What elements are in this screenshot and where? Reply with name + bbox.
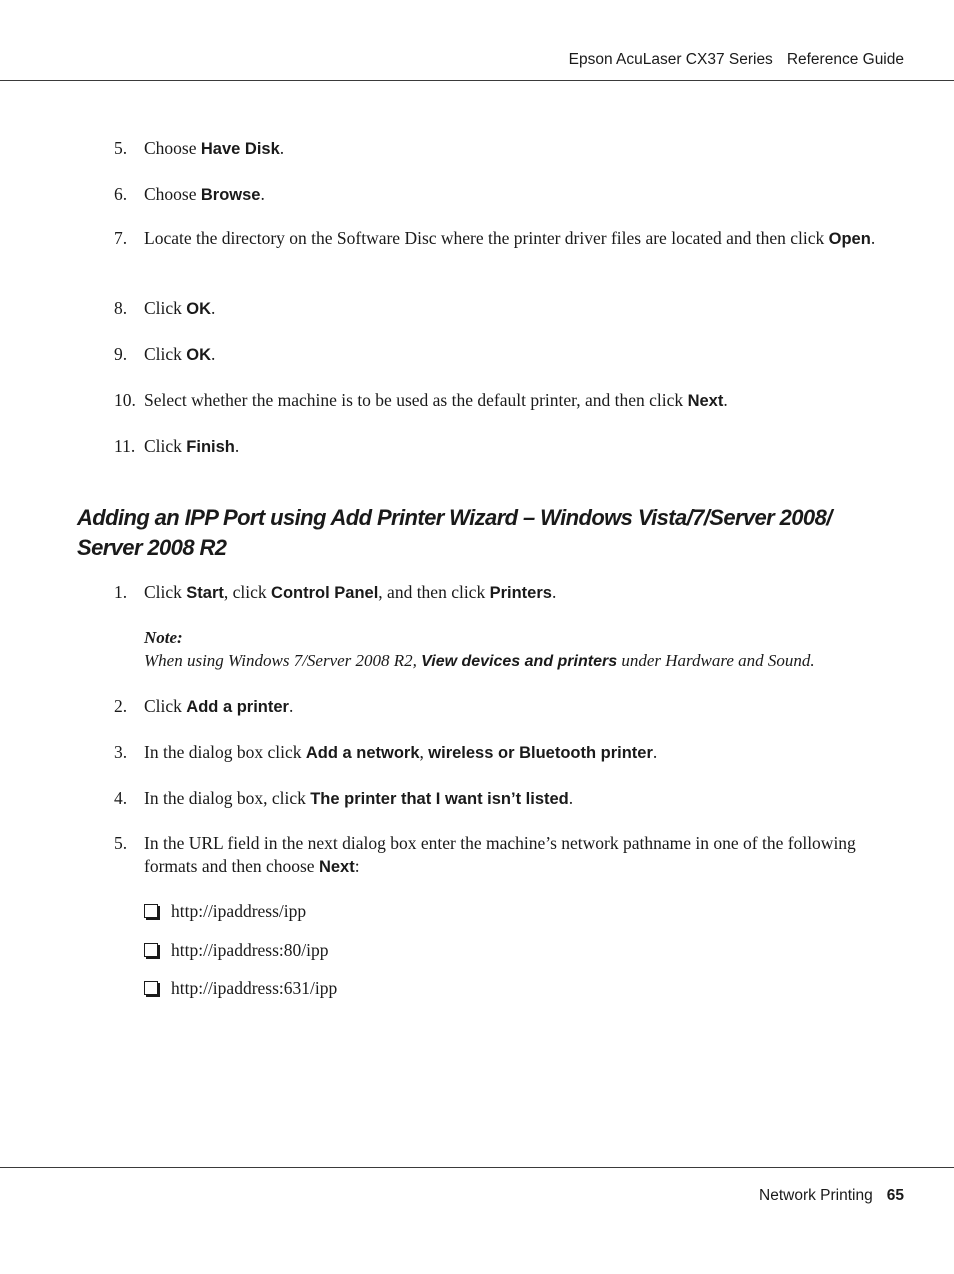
- step-9-click-ok: 9. Click OK.: [114, 344, 216, 364]
- note-text: When using Windows 7/Server 2008 R2, View devices and printers under Hardware and Sound.: [144, 651, 815, 670]
- header-product: Epson AcuLaser CX37 Series: [568, 51, 773, 68]
- section-heading: Adding an IPP Port using Add Printer Wizard – Windows Vista/7/Server 2008/ Server 2008 R2: [77, 505, 832, 560]
- step-4-printer-not-listed: 4. In the dialog box, click The printer that I want isn’t listed.: [114, 788, 574, 808]
- step-10-select-default: 10. Select whether the machine is to be used as the default printer, and then click Next.: [114, 390, 728, 410]
- step-7-locate-directory: 7. Locate the directory on the Software Disc where the printer driver files are located and then click Open.: [114, 228, 876, 248]
- note-block: [144, 626, 904, 673]
- checkbox-bullet-icon: [144, 904, 158, 918]
- footer-section: Network Printing: [759, 1187, 873, 1204]
- step-2-add-printer: 2. Click Add a printer.: [114, 696, 294, 716]
- header-rule: [0, 80, 954, 81]
- checkbox-bullet-icon: [144, 981, 158, 995]
- step-1-click-start: 1. Click Start, click Control Panel, and then click Printers.: [114, 582, 557, 602]
- step-6-choose-browse: 6. Choose Browse.: [114, 184, 265, 204]
- step-8-click-ok: 8. Click OK.: [114, 298, 216, 318]
- page-number: 65: [886, 1187, 904, 1204]
- url-item: http://ipaddress:631/ipp: [144, 977, 337, 1000]
- step-5-choose-have-disk: 5. Choose Have Disk.: [114, 138, 285, 158]
- url-item: http://ipaddress:80/ipp: [144, 939, 329, 962]
- note-title: Note:: [144, 628, 183, 647]
- page-footer: [759, 1187, 904, 1205]
- step-11-click-finish: 11. Click Finish.: [114, 436, 240, 456]
- step-3-add-network-printer: 3. In the dialog box click Add a network, wireless or Bluetooth printer.: [114, 742, 658, 762]
- url-item: http://ipaddress/ipp: [144, 900, 306, 923]
- page-header: [569, 51, 904, 69]
- header-guide: Reference Guide: [786, 51, 904, 68]
- footer-rule: [0, 1167, 954, 1168]
- step-5-url-field: 5. In the URL field in the next dialog box enter the machine’s network pathname in one of the following formats and then choose Next:: [114, 833, 856, 876]
- checkbox-bullet-icon: [144, 943, 158, 957]
